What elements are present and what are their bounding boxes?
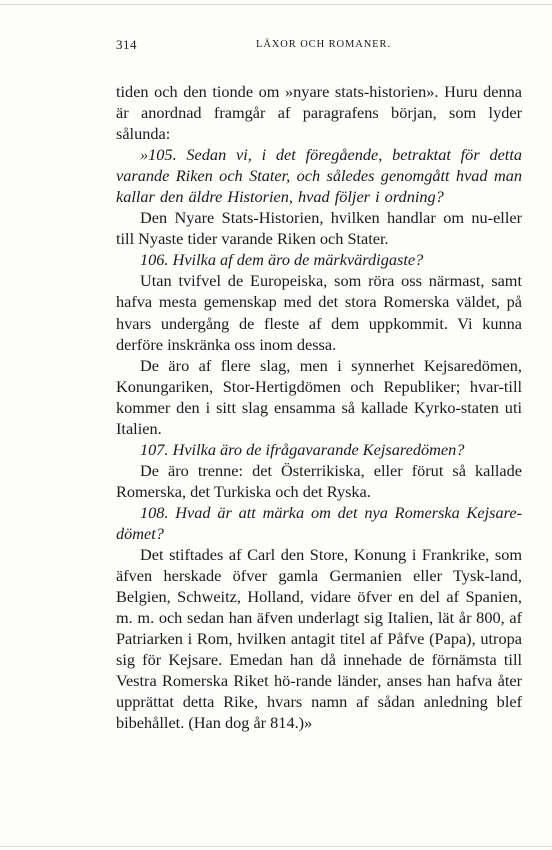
scan-edge-bottom (0, 846, 552, 847)
body-text (116, 81, 522, 733)
answer-108: Det stiftades af Carl den Store, Konung i Frankrike, som äfven herskade öfver gamla Germanien eller Tysk-land, Belgien, Schweitz, Holland, vidare öfver en del af Spanien, m. m. och sedan han äfven underlagt sig Italien, lät år 800, af Patriarken i Rom, hvilken antagit titel af Påfve (Papa), utropa sig för Kejsare. Emedan han då innehade de förnämsta till Vestra Romerska Riket hö-rande länder, anses han hafva åter upprättat detta Rike, hvars namn af sådan anledning blef bibehållet. (Han dog år 814.)» (116, 545, 522, 733)
answer-106-part-2: De äro af flere slag, men i synnerhet Kejsaredömen, Konungariken, Stor-Hertigdömen och Republiker; hvar-till kommer den i sitt slag ensamma så kallade Kyrko-staten uti Italien. (116, 355, 522, 438)
question-108: 108. Hvad är att märka om det nya Romerska Kejsare-dömet? (116, 502, 522, 543)
running-head: LÄXOR OCH ROMANER. (256, 39, 391, 50)
question-106: 106. Hvilka af dem äro de märkvärdigaste? (140, 250, 424, 270)
question-105: »105. Sedan vi, i det föregående, betraktat för detta varande Riken och Stater, och således genomgått hvad man kallar den äldre Historien, hvad följer i ordning? (116, 145, 522, 207)
question-107: 107. Hvilka äro de ifrågavarande Kejsaredömen? (140, 439, 465, 459)
page-number: 314 (116, 37, 137, 52)
scan-edge-top (0, 4, 552, 5)
answer-105: Den Nyare Stats-Historien, hvilken handlar om nu-eller till Nyaste tider varande Riken och Stater. (116, 208, 522, 249)
answer-107: De äro trenne: det Österrikiska, eller förut så kallade Romerska, det Turkiska och det Ryska. (116, 460, 522, 501)
paragraph-intro: tiden och den tionde om »nyare stats-historien». Huru denna är anordnad framgår af paragrafens början, som lyder sålunda: (116, 82, 522, 144)
page-header (116, 37, 522, 57)
answer-106-part-1: Utan tvifvel de Europeiska, som röra oss närmast, samt hafva mesta gemenskap med det stora Romerska väldet, på hvars undergång de fleste af dem uppkommit. Vi kunna derföre inskränka oss inom dessa. (116, 271, 522, 354)
